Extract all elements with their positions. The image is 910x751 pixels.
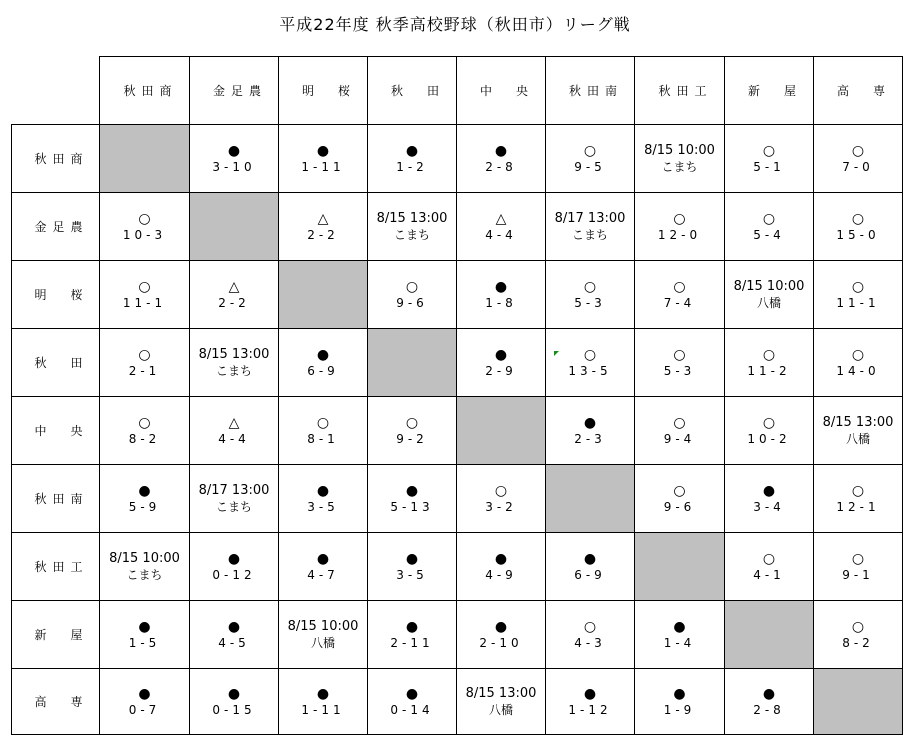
row-header: 秋田南 xyxy=(12,465,100,533)
match-score: 2-2 xyxy=(218,295,250,310)
match-score: 11-1 xyxy=(122,295,167,310)
win-mark: ○ xyxy=(851,482,865,499)
win-mark: ○ xyxy=(673,278,686,295)
table-row xyxy=(12,601,903,669)
loss-mark: ● xyxy=(227,685,241,702)
result-cell xyxy=(279,533,368,601)
win-mark: ○ xyxy=(583,142,597,159)
match-date: 8/15 13:00 xyxy=(465,685,537,701)
result-cell xyxy=(546,261,635,329)
result-cell xyxy=(546,669,635,735)
match-venue: 八橋 xyxy=(310,635,335,650)
match-score: 12-1 xyxy=(836,499,880,514)
loss-mark: ● xyxy=(316,346,330,363)
self-match-cell xyxy=(814,669,903,735)
match-date: 8/15 10:00 xyxy=(109,550,180,566)
loss-mark: ● xyxy=(673,618,686,635)
win-mark: ○ xyxy=(851,142,865,159)
result-cell xyxy=(546,533,635,601)
result-cell xyxy=(546,601,635,669)
table-row xyxy=(12,261,903,329)
row-header: 高 専 xyxy=(12,669,100,735)
match-score: 9-6 xyxy=(663,499,696,514)
match-score: 2-10 xyxy=(479,635,523,650)
win-mark: ○ xyxy=(138,414,151,431)
loss-mark: ● xyxy=(227,550,241,567)
self-match-cell xyxy=(368,329,457,397)
match-score: 10-3 xyxy=(122,227,167,242)
match-score: 4-4 xyxy=(218,431,250,446)
result-cell xyxy=(279,329,368,397)
win-mark: ○ xyxy=(405,278,419,295)
table-row xyxy=(12,669,903,735)
result-cell xyxy=(725,329,814,397)
match-score: 0-15 xyxy=(212,702,256,717)
result-cell xyxy=(457,465,546,533)
column-header: 新 屋 xyxy=(725,57,814,125)
match-score: 9-1 xyxy=(842,567,874,582)
win-mark: ○ xyxy=(405,414,419,431)
match-date: 8/15 10:00 xyxy=(287,618,359,634)
loss-mark: ● xyxy=(673,685,686,702)
result-cell xyxy=(190,261,279,329)
loss-mark: ● xyxy=(138,618,151,635)
match-venue: こまち xyxy=(215,499,252,514)
loss-mark: ● xyxy=(316,482,330,499)
loss-mark: ● xyxy=(405,618,419,635)
table-row xyxy=(12,465,903,533)
win-mark: ○ xyxy=(851,278,865,295)
win-mark: ○ xyxy=(673,210,686,227)
match-venue: こまち xyxy=(571,227,608,242)
column-header: 秋田南 xyxy=(546,57,635,125)
result-cell xyxy=(457,601,546,669)
match-score: 3-5 xyxy=(396,567,428,582)
result-cell xyxy=(635,261,725,329)
result-cell xyxy=(635,465,725,533)
match-score: 2-9 xyxy=(485,363,517,378)
row-header: 中 央 xyxy=(12,397,100,465)
row-header: 秋 田 xyxy=(12,329,100,397)
match-score: 5-9 xyxy=(128,499,161,514)
match-score: 5-3 xyxy=(574,295,606,310)
loss-mark: ● xyxy=(583,685,597,702)
scheduled-cell xyxy=(190,465,279,533)
loss-mark: ● xyxy=(405,550,419,567)
column-header: 秋田工 xyxy=(635,57,725,125)
row-header: 新 屋 xyxy=(12,601,100,669)
match-score: 15-0 xyxy=(836,227,880,242)
result-cell xyxy=(368,261,457,329)
win-mark: ○ xyxy=(673,414,686,431)
loss-mark: ● xyxy=(405,142,419,159)
match-venue: こまち xyxy=(393,227,430,242)
result-cell xyxy=(190,669,279,735)
win-mark: ○ xyxy=(762,142,776,159)
self-match-cell xyxy=(279,261,368,329)
result-cell xyxy=(546,125,635,193)
row-header: 明 桜 xyxy=(12,261,100,329)
loss-mark: ● xyxy=(405,482,419,499)
result-cell xyxy=(368,397,457,465)
loss-mark: ● xyxy=(494,142,508,159)
match-score: 2-2 xyxy=(307,227,339,242)
header-row xyxy=(12,57,903,125)
result-cell xyxy=(635,397,725,465)
result-cell xyxy=(279,125,368,193)
scheduled-cell xyxy=(546,193,635,261)
scheduled-cell xyxy=(725,261,814,329)
result-cell xyxy=(279,669,368,735)
win-mark: ○ xyxy=(316,414,330,431)
match-score: 9-2 xyxy=(396,431,428,446)
result-cell xyxy=(100,261,190,329)
loss-mark: ● xyxy=(227,142,241,159)
match-score: 1-4 xyxy=(663,635,696,650)
match-score: 5-3 xyxy=(663,363,696,378)
match-score: 5-4 xyxy=(753,227,785,242)
loss-mark: ● xyxy=(494,550,508,567)
match-venue: 八橋 xyxy=(756,295,781,310)
match-score: 4-4 xyxy=(485,227,517,242)
result-cell xyxy=(725,193,814,261)
result-cell xyxy=(814,465,903,533)
match-score: 12-0 xyxy=(657,227,702,242)
match-venue: 八橋 xyxy=(488,702,513,717)
result-cell xyxy=(635,601,725,669)
table-row xyxy=(12,329,903,397)
match-score: 1-8 xyxy=(485,295,517,310)
match-score: 4-1 xyxy=(753,567,785,582)
draw-mark: △ xyxy=(228,414,240,431)
match-score: 9-6 xyxy=(396,295,428,310)
win-mark: ○ xyxy=(138,210,151,227)
self-match-cell xyxy=(457,397,546,465)
loss-mark: ● xyxy=(316,685,330,702)
row-header: 金足農 xyxy=(12,193,100,261)
loss-mark: ● xyxy=(316,550,330,567)
result-cell xyxy=(814,261,903,329)
match-date: 8/15 13:00 xyxy=(198,346,270,362)
match-date: 8/15 13:00 xyxy=(376,210,448,226)
match-date: 8/15 10:00 xyxy=(733,278,805,294)
result-cell xyxy=(190,125,279,193)
draw-mark: △ xyxy=(495,210,507,227)
match-score: 3-10 xyxy=(212,159,256,174)
corner-cell xyxy=(12,57,100,125)
win-mark: ○ xyxy=(138,346,151,363)
result-cell xyxy=(279,397,368,465)
match-score: 1-2 xyxy=(396,159,428,174)
loss-mark: ● xyxy=(494,618,508,635)
result-cell xyxy=(457,533,546,601)
result-cell xyxy=(725,669,814,735)
win-mark: ○ xyxy=(762,550,776,567)
match-score: 0-12 xyxy=(212,567,256,582)
loss-mark: ● xyxy=(227,618,241,635)
result-cell xyxy=(457,193,546,261)
win-mark: ○ xyxy=(762,414,776,431)
match-date: 8/15 10:00 xyxy=(644,142,715,158)
match-score: 6-9 xyxy=(307,363,339,378)
loss-mark: ● xyxy=(138,482,151,499)
result-cell xyxy=(814,193,903,261)
column-header: 秋田商 xyxy=(100,57,190,125)
match-score: 9-4 xyxy=(663,431,696,446)
result-cell xyxy=(190,397,279,465)
result-cell xyxy=(546,329,635,397)
match-score: 7-4 xyxy=(663,295,696,310)
match-score: 8-2 xyxy=(128,431,161,446)
loss-mark: ● xyxy=(762,482,776,499)
column-header: 秋 田 xyxy=(368,57,457,125)
result-cell xyxy=(725,465,814,533)
match-venue: こまち xyxy=(126,567,163,582)
result-cell xyxy=(814,125,903,193)
result-cell xyxy=(457,125,546,193)
result-cell xyxy=(190,533,279,601)
result-cell xyxy=(279,193,368,261)
result-cell xyxy=(100,669,190,735)
win-mark: ○ xyxy=(673,482,686,499)
match-score: 7-0 xyxy=(842,159,874,174)
match-score: 11-2 xyxy=(747,363,791,378)
match-score: 4-7 xyxy=(307,567,339,582)
loss-mark: ● xyxy=(583,414,597,431)
result-cell xyxy=(100,465,190,533)
self-match-cell xyxy=(190,193,279,261)
win-mark: ○ xyxy=(762,210,776,227)
scheduled-cell xyxy=(279,601,368,669)
match-score: 9-5 xyxy=(574,159,606,174)
column-header: 中 央 xyxy=(457,57,546,125)
loss-mark: ● xyxy=(494,278,508,295)
match-score: 1-11 xyxy=(301,159,345,174)
match-score: 3-4 xyxy=(753,499,785,514)
result-cell xyxy=(100,601,190,669)
result-cell xyxy=(725,397,814,465)
match-score: 2-3 xyxy=(574,431,606,446)
row-header: 秋田工 xyxy=(12,533,100,601)
match-date: 8/15 13:00 xyxy=(822,414,894,430)
table-row xyxy=(12,533,903,601)
draw-mark: △ xyxy=(317,210,329,227)
match-score: 6-9 xyxy=(574,567,606,582)
match-venue: こまち xyxy=(661,159,698,174)
self-match-cell xyxy=(635,533,725,601)
scheduled-cell xyxy=(814,397,903,465)
match-score: 4-3 xyxy=(574,635,606,650)
win-mark: ○ xyxy=(673,346,686,363)
result-cell xyxy=(368,601,457,669)
match-score: 8-2 xyxy=(842,635,874,650)
loss-mark: ● xyxy=(494,346,508,363)
table-row xyxy=(12,193,903,261)
result-cell xyxy=(725,125,814,193)
scheduled-cell xyxy=(190,329,279,397)
match-score: 4-5 xyxy=(218,635,250,650)
draw-mark: △ xyxy=(228,278,240,295)
loss-mark: ● xyxy=(762,685,776,702)
table-row xyxy=(12,397,903,465)
win-mark: ○ xyxy=(762,346,776,363)
win-mark: ○ xyxy=(851,346,865,363)
loss-mark: ● xyxy=(316,142,330,159)
column-header: 高 専 xyxy=(814,57,903,125)
result-cell xyxy=(190,601,279,669)
match-score: 1-11 xyxy=(301,702,345,717)
result-cell xyxy=(814,533,903,601)
result-cell xyxy=(635,193,725,261)
result-cell xyxy=(814,329,903,397)
match-score: 2-8 xyxy=(753,702,785,717)
result-cell xyxy=(100,397,190,465)
win-mark: ○ xyxy=(851,210,865,227)
match-score: 8-1 xyxy=(307,431,339,446)
result-cell xyxy=(814,601,903,669)
self-match-cell xyxy=(725,601,814,669)
match-score: 2-8 xyxy=(485,159,517,174)
result-cell xyxy=(635,329,725,397)
win-mark: ○ xyxy=(494,482,508,499)
result-cell xyxy=(368,465,457,533)
match-date: 8/17 13:00 xyxy=(554,210,626,226)
column-header: 明 桜 xyxy=(279,57,368,125)
match-score: 1-12 xyxy=(568,702,612,717)
scheduled-cell xyxy=(457,669,546,735)
match-score: 4-9 xyxy=(485,567,517,582)
match-score: 2-11 xyxy=(390,635,434,650)
match-score: 3-2 xyxy=(485,499,517,514)
match-venue: こまち xyxy=(215,363,252,378)
result-cell xyxy=(368,125,457,193)
match-date: 8/17 13:00 xyxy=(198,482,270,498)
result-cell xyxy=(457,329,546,397)
result-cell xyxy=(457,261,546,329)
scheduled-cell xyxy=(100,533,190,601)
result-cell xyxy=(368,533,457,601)
win-mark: ○ xyxy=(851,618,865,635)
win-mark: ○ xyxy=(851,550,865,567)
win-mark: ○ xyxy=(583,618,597,635)
match-score: 5-1 xyxy=(753,159,785,174)
result-cell xyxy=(279,465,368,533)
match-score: 1-9 xyxy=(663,702,696,717)
loss-mark: ● xyxy=(583,550,597,567)
scheduled-cell xyxy=(368,193,457,261)
match-score: 10-2 xyxy=(747,431,791,446)
table-row xyxy=(12,125,903,193)
loss-mark: ● xyxy=(138,685,151,702)
match-score: 14-0 xyxy=(836,363,880,378)
match-score: 3-5 xyxy=(307,499,339,514)
match-score: 5-13 xyxy=(390,499,434,514)
league-table xyxy=(11,56,903,735)
row-header: 秋田商 xyxy=(12,125,100,193)
match-score: 0-7 xyxy=(128,702,161,717)
loss-mark: ● xyxy=(405,685,419,702)
page-title: 平成22年度 秋季高校野球（秋田市）リーグ戦 xyxy=(279,15,631,34)
column-header: 金足農 xyxy=(190,57,279,125)
match-score: 11-1 xyxy=(836,295,880,310)
scheduled-cell xyxy=(635,125,725,193)
result-cell xyxy=(100,193,190,261)
self-match-cell xyxy=(100,125,190,193)
win-mark: ○ xyxy=(583,346,597,363)
result-cell xyxy=(725,533,814,601)
win-mark: ○ xyxy=(583,278,597,295)
comment-flag-icon xyxy=(554,351,559,356)
result-cell xyxy=(546,397,635,465)
result-cell xyxy=(368,669,457,735)
match-score: 2-1 xyxy=(128,363,161,378)
match-score: 0-14 xyxy=(390,702,434,717)
match-venue: 八橋 xyxy=(845,431,870,446)
match-score: 1-5 xyxy=(128,635,161,650)
match-score: 13-5 xyxy=(568,363,612,378)
win-mark: ○ xyxy=(138,278,151,295)
result-cell xyxy=(100,329,190,397)
result-cell xyxy=(635,669,725,735)
self-match-cell xyxy=(546,465,635,533)
